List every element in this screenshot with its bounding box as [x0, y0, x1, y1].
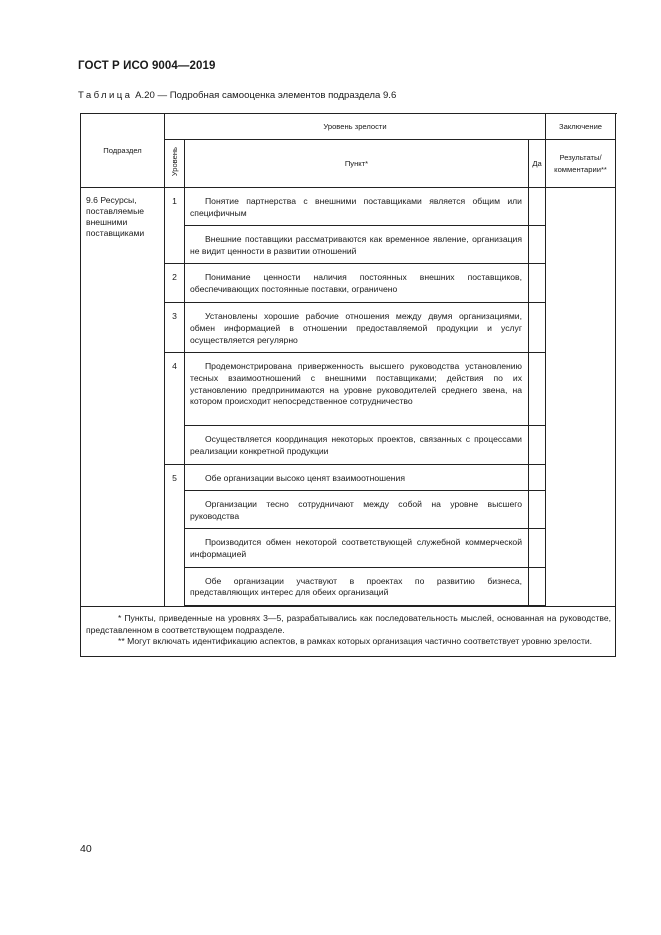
- maturity-item: Производится обмен некоторой соответствующей служебной коммерческой информацией: [185, 529, 529, 567]
- footnote-items: * Пункты, приведенные на уровнях 3—5, разрабатывались как последовательность мыслей, основанная на руководстве, представленном в соответствующем подразделе.: [86, 612, 612, 635]
- header-yes: Да: [529, 140, 546, 188]
- header-results: Результаты/ комментарии**: [546, 140, 616, 188]
- yes-cell[interactable]: [529, 426, 546, 464]
- level-number: 4: [165, 353, 185, 464]
- maturity-item: Обе организации участвуют в проектах по развитию бизнеса, представляющих интерес для обеих организаций: [185, 567, 529, 605]
- page-number: 40: [80, 843, 92, 855]
- maturity-item: Обе организации высоко ценят взаимоотношения: [185, 464, 529, 491]
- yes-cell[interactable]: [529, 226, 546, 264]
- yes-cell[interactable]: [529, 264, 546, 303]
- maturity-item: Внешние поставщики рассматриваются как временное явление, организация не видит ценности в развитии отношений: [185, 226, 529, 264]
- maturity-item: Организации тесно сотрудничают между собой на уровне высшего руководства: [185, 491, 529, 529]
- yes-cell[interactable]: [529, 464, 546, 491]
- table-caption: [78, 90, 396, 101]
- level-number: 1: [165, 188, 185, 264]
- level-number: 3: [165, 303, 185, 353]
- yes-cell[interactable]: [529, 188, 546, 226]
- yes-cell[interactable]: [529, 529, 546, 567]
- footnote-comments: ** Могут включать идентификацию аспектов, в рамках которых организация частично соответствует уровню зрелости.: [118, 636, 593, 647]
- maturity-item: Понимание ценности наличия постоянных внешних поставщиков, обеспечивающих постоянные поставки, ограничено: [185, 264, 529, 303]
- results-comments-cell[interactable]: [546, 188, 616, 607]
- maturity-item: Установлены хорошие рабочие отношения между двумя организациями, обмен информацией в отношении предоставляемой продукции и услуг осуществляется регулярно: [185, 303, 529, 353]
- level-number: 5: [165, 464, 185, 606]
- yes-cell[interactable]: [529, 353, 546, 426]
- yes-cell[interactable]: [529, 491, 546, 529]
- header-level-cell: [165, 140, 185, 188]
- maturity-item: Понятие партнерства с внешними поставщиками является общим или специфичным: [185, 188, 529, 226]
- yes-cell[interactable]: [529, 567, 546, 605]
- header-subsection: Подраздел: [81, 114, 165, 188]
- table-caption-title: А.20 — Подробная самооценка элементов подраздела 9.6: [135, 90, 397, 101]
- self-assessment-table: [80, 113, 616, 657]
- header-level: Уровень: [169, 147, 179, 177]
- document-standard-header: ГОСТ Р ИСО 9004—2019: [78, 60, 216, 72]
- header-maturity-level: Уровень зрелости: [165, 114, 546, 140]
- footnotes-cell: [81, 606, 616, 656]
- subsection-label: 9.6 Ресурсы, поставляемые внешними поставщиками: [81, 188, 165, 607]
- table-caption-word: Таблица: [78, 90, 133, 101]
- header-conclusion: Заключение: [546, 114, 616, 140]
- level-number: 2: [165, 264, 185, 303]
- yes-cell[interactable]: [529, 303, 546, 353]
- header-item: Пункт*: [185, 140, 529, 188]
- maturity-item: Продемонстрирована приверженность высшего руководства установлению тесных взаимоотношений с внешними поставщиками; действия по их установлению предпринимаются на уровне руководителей среднего звена, на котором происходит непосредственное сотрудничество: [185, 353, 529, 426]
- maturity-item: Осуществляется координация некоторых проектов, связанных с процессами реализации конкретной продукции: [185, 426, 529, 464]
